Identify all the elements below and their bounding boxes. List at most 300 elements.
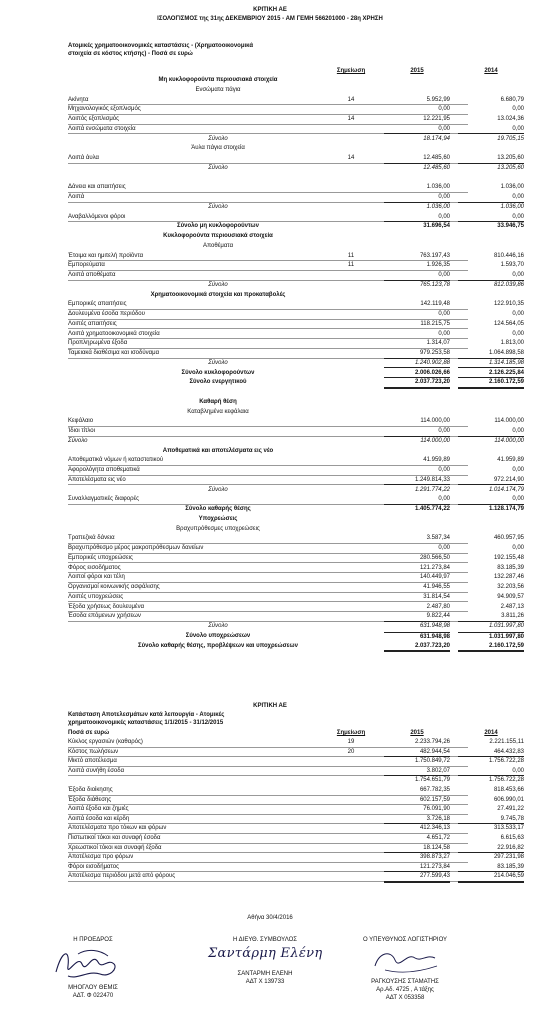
row-label: Αποτελέσματα προ τόκων και φόρων [68,825,167,832]
row-value-2015: 18.124,58 [384,844,450,854]
row-value-2015: 398.873,27 [419,854,450,861]
row-label: Τραπεζικά δάνεια [68,535,115,542]
balance-row [68,554,524,564]
row-value-2014: 1.314.185,98 [458,359,524,369]
row-label: Μη κυκλοφορούντα περιουσιακά στοιχεία [158,77,278,83]
row-label: Σύνολο [208,623,228,629]
balance-row [68,135,524,144]
balance-row [68,437,524,446]
place-date: Αθήνα 30/4/2016 [247,915,293,921]
row-value-2014: 13.205,60 [458,154,524,164]
row-value-2014: 0,00 [512,106,524,113]
year-2014-column-header: 2014 [484,68,498,74]
balance-row [68,115,524,125]
row-label: Αποτέλεσμα προ φόρων [68,854,134,861]
row-value-2015: 41.946,55 [423,584,450,590]
row-label: Έξοδα χρήσεως δουλευμένα [68,603,145,610]
row-value-2014: 2.221.155,11 [489,739,524,745]
row-value-2015: 9.822,44 [384,612,450,622]
income-subtitle [68,711,224,727]
row-note: 11 [347,262,355,269]
row-value-2014: 464.432,83 [458,748,524,758]
balance-row [68,330,524,340]
row-label: Ίδιοι τίτλοι [68,428,95,434]
row-label: Λοιποί φόροι και τέλη [68,574,125,581]
row-label: Πιστωτικοί τόκοι και συναφή έσοδα [68,835,161,841]
row-value-2015: 2.037.723,20 [384,642,450,653]
row-note: 11 [347,252,355,259]
income-row [68,815,524,825]
balance-row [68,281,524,290]
balance-column-headers [68,67,498,76]
balance-subtitle-line1: Ατομικές χρηματοοικονομικές καταστάσεις - (Χρηματοοικονομικά [68,43,254,49]
row-label: Σύνολο [208,359,228,366]
balance-row [68,105,524,115]
row-value-2015: 121.273,84 [384,863,450,873]
row-value-2014: 192.155,48 [493,554,524,561]
row-value-2015: 1.314,07 [426,340,450,347]
row-value-2015: 41.959,89 [423,457,450,464]
row-label: Σύνολο [208,203,228,210]
row-value-2014: 1.756.722,28 [488,758,524,765]
row-label: Σύνολο [208,281,228,288]
income-row [68,776,524,785]
row-value-2014: 297.231,98 [493,854,524,861]
balance-row [68,252,524,262]
row-value-2014: 2.160.172,59 [458,642,524,653]
row-value-2014: 13.205,60 [497,164,524,171]
row-value-2014: 0,00 [512,467,524,473]
signatory-name: ΣΑΝΤΑΡΜΗ ΕΛΕΝΗ [237,971,293,977]
row-value-2014: 818.453,66 [493,787,524,793]
balance-row [68,398,468,407]
balance-row [68,349,524,359]
income-row [68,786,524,796]
row-label: Κύκλος εργασιών (καθαρός) [68,739,143,745]
balance-row [68,456,524,466]
row-value-2014: 1.813,00 [500,340,524,347]
row-label: Εμπορικές απαιτήσεις [68,301,127,308]
signature-handwritten [200,944,330,970]
row-value-2014: 812.039,86 [493,281,524,288]
income-currency-label: Ποσά σε ευρώ [68,730,110,736]
row-value-2015: 12.485,60 [384,154,450,164]
income-note-column-header: Σημείωση [336,730,366,736]
balance-row [68,76,468,85]
row-value-2015: 0,00 [438,467,450,473]
row-label: Έξοδα διοίκησης [68,787,113,793]
signatory-president [48,936,138,1000]
row-value-2015: 0,00 [384,193,450,203]
row-value-2015: 3.726,18 [384,815,450,825]
balance-subtitle-line2: στοιχεία σε κόστος κτήσης) - Ποσά σε ευρώ [68,51,193,57]
row-value-2014: 1.064.898,58 [458,349,524,359]
row-label: Δουλευμένα έσοδα περιόδου [68,311,145,317]
row-label: Σύνολο [208,486,228,493]
row-value-2015: 2.037.723,20 [384,378,450,389]
balance-row [68,213,524,223]
row-label: Λοιπά [68,194,85,200]
row-label: Κόστος πωλήσεων [68,748,119,755]
balance-subtitle [68,42,253,58]
row-note: 20 [347,748,355,755]
row-value-2015: 667.782,35 [419,787,450,793]
income-row [68,757,524,767]
row-label: Ταμειακά διαθέσιμα και ισοδύναμα [68,350,160,356]
row-label: Βραχυπρόθεσμες υποχρεώσεις [176,525,260,532]
balance-row [68,203,524,212]
signature-text: Σαντάρμη Ελένη [208,946,323,961]
row-value-2015: 1.926,35 [426,262,450,269]
row-label: Σύνολο ενεργητικού [189,379,247,386]
row-label: Λοιπά έσοδα και κέρδη [68,815,130,822]
row-value-2014: 2.126.225,84 [458,369,524,379]
row-label: Ακίνητα [68,96,89,103]
income-subtitle-line1: Κατάσταση Αποτελεσμάτων κατά λειτουργία - Ατομικές [68,712,225,718]
row-value-2014: 460.957,95 [493,535,524,542]
row-value-2015: 1.291.774,22 [414,486,450,493]
row-label: Λοιπές υποχρεώσεις [68,593,124,600]
row-value-2014: 1.014.174,79 [488,486,524,493]
row-value-2014: 0,00 [458,213,524,223]
row-value-2015: 1.754.651,79 [414,777,450,784]
row-value-2014: 2.487,13 [500,603,524,610]
row-value-2014: 124.564,05 [493,320,524,327]
balance-row [68,193,524,203]
income-row [68,853,524,863]
row-label: Αποτελέσματα εις νέο [68,476,126,483]
row-label: Σύνολο [208,135,228,142]
row-label: Σύνολο καθαρής θέσης [185,506,251,512]
income-column-headers [68,729,498,738]
row-value-2014: 6.680,79 [500,96,524,103]
row-label: Καταβλημένα κεφάλαια [187,408,249,415]
row-value-2015: 280.566,50 [419,554,450,561]
income-row [68,872,524,882]
income-2015-column-header: 2015 [410,730,424,736]
row-value-2014: 122.910,35 [493,301,524,308]
row-note: 14 [347,155,355,161]
balance-row [68,222,524,231]
row-value-2015: 76.091,90 [423,806,450,813]
balance-row [68,183,524,193]
row-value-2015: 1.240.902,88 [384,359,450,369]
row-value-2015: 4.651,72 [426,835,450,841]
row-value-2015: 1.249.814,33 [384,476,450,486]
balance-row [68,242,468,251]
signatory-role: Ο ΥΠΕΥΘΥΝΟΣ ΛΟΓΙΣΤΗΡΙΟΥ [362,937,448,943]
row-value-2014: 0,00 [458,125,524,135]
row-label: Σύνολο μη κυκλοφορούντων [177,223,259,230]
balance-row [68,622,524,631]
row-value-2015: 140.449,97 [419,574,450,581]
document-title: ΙΣΟΛΟΓΙΣΜΟΣ της 31ης ΔΕΚΕΜΒΡΙΟΥ 2015 - ΑΜ ΓΕΜΗ 566201000 - 28η ΧΡΗΣΗ [157,16,383,22]
signature-scribble-icon [345,944,465,978]
row-value-2015: 0,00 [438,545,450,551]
year-2015-column-header: 2015 [410,68,424,74]
row-label: Εμπορεύματα [68,262,105,269]
row-value-2014: 41.959,89 [497,457,524,464]
row-value-2015: 12.221,95 [423,116,450,122]
row-label: Λοιπές απαιτήσεις [68,320,117,327]
income-2014-column-header: 2014 [484,730,498,736]
balance-row [68,603,524,613]
row-value-2014: 27.491,22 [497,806,524,813]
row-value-2015: 0,00 [384,125,450,135]
row-value-2015: 1.405.774,22 [414,506,450,512]
balance-row [68,495,524,505]
signatory-id: ΑΔΤ. Φ 022470 [72,993,114,999]
row-value-2014: 9.745,78 [458,815,524,825]
row-value-2014: 0,00 [458,427,524,437]
balance-row [68,388,468,397]
row-value-2015: 2.233.794,26 [414,739,450,745]
row-value-2014: 22.916,82 [458,844,524,854]
row-value-2015: 631.948,98 [419,623,450,629]
signatory-name: ΜΗΟΓΛΟΥ ΘΕΜΙΣ [68,985,118,991]
row-label: Εμπορικές υποχρεώσεις [68,554,133,561]
balance-row [68,564,524,574]
note-column-header: Σημείωση [336,68,366,74]
row-label: Βραχυπρόθεσμο μέρος μακροπρόθεσμων δανείων [68,545,204,551]
balance-row [68,125,524,135]
balance-row [68,261,524,271]
row-value-2014: 132.287,46 [493,574,524,581]
row-value-2014: 0,00 [512,545,524,551]
row-label: Έξοδα διάθεσης [68,796,112,803]
row-value-2014: 0,00 [458,271,524,281]
balance-row [68,417,524,427]
row-value-2015: 3.802,07 [384,767,450,777]
row-value-2015: 0,00 [384,271,450,281]
row-label: Λοιπός εξοπλισμός [68,116,120,122]
row-label: Συναλλαγματικές διαφορές [68,496,140,503]
balance-row [68,339,524,349]
row-value-2015: 12.485,60 [423,164,450,171]
row-label: Δάνεια και απαιτήσεις [68,184,126,191]
row-label: Φόρος εισοδήματος [68,564,121,571]
row-label: Αποθεματικά και αποτελέσματα εις νέο [162,447,274,454]
row-value-2015: 118.215,75 [420,320,450,327]
row-value-2015: 0,00 [438,330,450,337]
row-value-2014: 1.036,00 [500,203,524,210]
row-value-2015: 121.273,84 [419,564,450,571]
balance-row [68,154,524,164]
balance-row [68,573,524,583]
row-value-2015: 1.036,00 [426,203,450,210]
row-value-2015: 412.346,13 [419,825,450,832]
balance-row [68,174,468,183]
row-value-2014: 3.811,26 [458,612,524,622]
balance-row [68,515,468,524]
row-label: Λοιπά συνήθη έσοδα [68,767,125,774]
row-label: Λοιπά αποθέματα [68,272,116,278]
row-label: Οργανισμοί κοινωνικής ασφάλισης [68,584,160,590]
income-subtitle-line2: χρηματοοικονομικές καταστάσεις 1/1/2015 - 31/12/2015 [68,720,224,726]
row-value-2014: 114.000,00 [494,437,524,444]
row-note: 14 [347,96,355,103]
row-label: Κυκλοφορούντα περιουσιακά στοιχεία [163,233,273,239]
row-value-2015: 763.197,43 [419,252,450,259]
balance-row [68,505,524,514]
balance-row [68,427,524,437]
row-value-2014: 94.909,57 [497,593,524,600]
signatory-role: Η ΔΙΕΥΘ. ΣΥΜΒΟΥΛΟΣ [232,937,297,943]
row-value-2015: 765.123,78 [419,281,450,288]
row-label: Λοιπά άυλα [68,155,99,161]
row-value-2014: 0,00 [458,767,524,777]
balance-row [68,534,524,544]
row-label: Έσοδα επόμενων χρήσεων [68,613,141,620]
row-label: Σύνολο [68,437,88,444]
row-value-2015: 114.000,00 [420,418,450,425]
balance-row [68,359,524,368]
row-label: Μηχανολογικός εξοπλισμός [68,106,141,113]
row-value-2015: 2.006.026,66 [384,369,450,379]
balance-row [68,583,524,593]
income-company-name: ΚΡΙΤΙΚΗ ΑΕ [253,703,287,709]
row-value-2014: 32.203,56 [497,584,524,590]
row-value-2015: 142.119,48 [420,301,450,308]
balance-row [68,232,468,241]
row-value-2014: 1.593,70 [500,262,524,269]
row-label: Σύνολο καθαρής θέσης, προβλέψεων και υποχρεώσεων [138,642,298,649]
row-value-2014: 83.185,39 [497,564,524,571]
income-row [68,805,524,815]
row-value-2015: 979.253,58 [384,349,450,359]
row-label: Αποθέματα [202,242,234,249]
row-value-2015: 0,00 [384,427,450,437]
income-row [68,796,524,806]
row-label: Φόροι εισοδήματος [68,863,120,870]
company-name: ΚΡΙΤΙΚΗ ΑΕ [253,7,287,13]
row-value-2014: 2.160.172,59 [458,378,524,389]
income-row [68,738,524,748]
row-value-2015: 114.000,00 [420,437,450,444]
income-row [68,824,524,834]
row-value-2015: 5.952,99 [426,96,450,103]
row-value-2015: 631.948,98 [384,632,450,642]
balance-row [68,271,524,281]
row-value-2015: 2.487,80 [426,603,450,610]
balance-row [68,320,524,330]
row-value-2015: 482.944,54 [384,748,450,758]
row-value-2014: 1.031.997,80 [488,623,524,629]
row-label: Άυλα πάγια στοιχεία [191,145,245,152]
row-value-2014: 0,00 [512,311,524,317]
row-value-2015: 31.696,54 [423,223,450,230]
row-value-2014: 0,00 [458,193,524,203]
balance-row [68,86,468,95]
row-value-2015: 1.750.849,72 [414,758,450,765]
row-value-2015: 602.157,59 [419,796,450,803]
balance-row [68,447,468,456]
balance-row [68,300,524,310]
signatory-role: Η ΠΡΟΕΔΡΟΣ [73,937,113,943]
row-note: 19 [347,739,355,745]
signatory-id: ΑΔΤ Χ 139733 [245,979,285,985]
row-value-2014: 19.705,15 [497,135,524,142]
balance-row [68,544,524,554]
row-value-2014: 0,00 [512,330,524,337]
row-value-2015: 0,00 [438,311,450,317]
row-value-2015: 0,00 [438,106,450,113]
signatory-managing-director [200,936,330,986]
balance-row [68,310,524,320]
row-value-2015: 0,00 [384,213,450,223]
income-row [68,767,524,777]
row-label: Κεφάλαιο [68,418,94,425]
balance-row [68,466,524,476]
signatory-license: Αρ.Αδ. 4725 , Α τάξης [376,987,434,993]
row-label: Λοιπά ενσώματα στοιχεία [68,125,136,132]
row-value-2015: 3.587,34 [426,535,450,542]
row-value-2014: 83.185,39 [458,863,524,873]
signature-scribble-icon [48,944,138,984]
row-value-2015: 31.814,54 [423,593,450,600]
row-note: 14 [347,116,355,122]
row-label: Λοιπά έξοδα και ζημιές [68,806,129,813]
row-value-2014: 606.990,01 [493,796,524,803]
row-value-2014: 114.000,00 [494,418,524,425]
balance-row [68,476,524,486]
row-label: Αφορολόγητα αποθεματικά [68,467,140,473]
row-value-2015: 277.599,43 [384,872,450,883]
row-label: Υποχρεώσεις [198,515,238,522]
row-value-2014: 1.036,00 [500,184,524,191]
row-label: Αποτέλεσμα περιόδου μετά από φόρους [68,873,176,880]
row-value-2015: 18.174,94 [423,135,450,142]
income-row [68,863,524,873]
balance-row [68,96,524,106]
row-label: Αναβαλλόμενοι φόροι [68,213,126,220]
income-row [68,844,524,854]
row-label: Χρηματοοικονομικά στοιχεία και προκαταβολές [150,291,286,298]
row-label: Χρεωστικοί τόκοι και συναφή έξοδα [68,844,162,851]
balance-row [68,369,524,378]
row-label: Λοιπά χρηματοοικονομικά στοιχεία [68,330,160,337]
row-label: Σύνολο κυκλοφορούντων [181,369,255,376]
row-label: Σύνολο υποχρεώσεων [185,632,251,639]
balance-row [68,642,524,651]
row-value-2014: 6.615,63 [500,835,524,841]
row-value-2015: 1.036,00 [426,184,450,191]
row-label: Προπληρωμένα έξοδα [68,340,128,347]
row-label: Ενσώματα πάγια [195,86,241,93]
row-value-2014: 313.533,17 [493,825,524,832]
row-value-2014: 810.446,16 [493,252,524,259]
row-value-2014: 0,00 [458,495,524,505]
row-label: Έτοιμα και ημιτελή προϊόντα [68,252,144,259]
row-label: Καθαρή θέση [199,398,237,405]
balance-row [68,525,468,534]
balance-row [68,408,468,417]
balance-row [68,486,524,495]
row-value-2014: 1.756.722,28 [488,777,524,784]
balance-row [68,164,524,173]
signatory-name: ΡΑΓΚΟΥΣΗΣ ΣΤΑΜΑΤΗΣ [371,979,439,985]
row-label: Σύνολο [208,164,228,171]
row-label: Αποθεματικά νόμων ή καταστατικού [68,457,164,464]
row-label: Μικτό αποτέλεσμα [68,758,117,765]
row-value-2014: 972.214,90 [458,476,524,486]
balance-row [68,291,468,300]
row-value-2014: 1.031.997,80 [458,632,524,642]
balance-row [68,612,524,622]
row-value-2014: 1.128.174,79 [488,506,524,512]
balance-row [68,632,524,641]
balance-row [68,378,524,387]
